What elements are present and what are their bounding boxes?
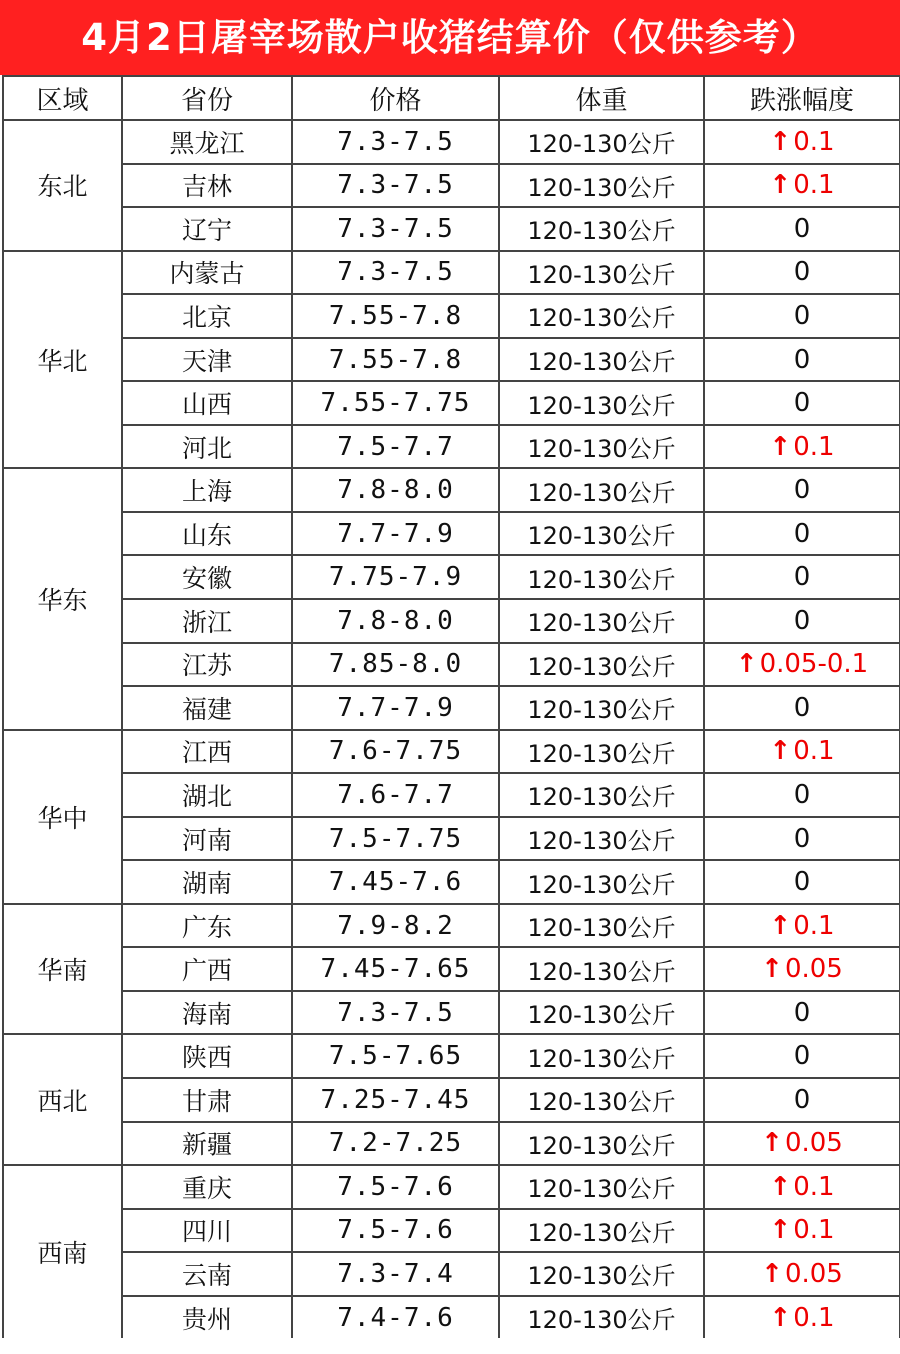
weight-cell: 120-130公斤 xyxy=(499,120,704,164)
price-cell: 7.4-7.6 xyxy=(292,1296,499,1340)
price-cell: 7.3-7.5 xyxy=(292,991,499,1035)
weight-cell: 120-130公斤 xyxy=(499,1034,704,1078)
price-cell: 7.5-7.75 xyxy=(292,817,499,861)
region-cell: 东北 xyxy=(3,120,122,251)
weight-cell: 120-130公斤 xyxy=(499,468,704,512)
change-cell xyxy=(704,425,900,469)
weight-cell: 120-130公斤 xyxy=(499,686,704,730)
price-cell: 7.8-8.0 xyxy=(292,599,499,643)
change-cell xyxy=(704,251,900,295)
price-cell: 7.6-7.75 xyxy=(292,730,499,774)
province-cell: 上海 xyxy=(122,468,292,512)
weight-cell: 120-130公斤 xyxy=(499,294,704,338)
table-row xyxy=(3,164,900,208)
change-value: 0.1 xyxy=(793,736,835,767)
change-cell xyxy=(704,1165,900,1209)
table-row xyxy=(3,817,900,861)
province-cell: 天津 xyxy=(122,338,292,382)
up-arrow-icon: ↑ xyxy=(761,1258,783,1289)
page-title: 4月2日屠宰场散户收猪结算价（仅供参考） xyxy=(0,0,900,75)
table-row xyxy=(3,991,900,1035)
change-cell xyxy=(704,1122,900,1166)
province-cell: 河北 xyxy=(122,425,292,469)
change-value: 0 xyxy=(793,388,811,419)
table-row xyxy=(3,947,900,991)
change-cell xyxy=(704,773,900,817)
table-row xyxy=(3,555,900,599)
change-value: 0.05 xyxy=(784,1258,843,1289)
up-arrow-icon: ↑ xyxy=(769,910,792,941)
region-cell: 西北 xyxy=(3,1034,122,1165)
table-row xyxy=(3,599,900,643)
change-cell xyxy=(704,730,900,774)
province-cell: 陕西 xyxy=(122,1034,292,1078)
weight-cell: 120-130公斤 xyxy=(499,251,704,295)
price-table xyxy=(2,75,900,1340)
up-arrow-icon: ↑ xyxy=(769,170,792,201)
province-cell: 浙江 xyxy=(122,599,292,643)
province-cell: 四川 xyxy=(122,1209,292,1253)
change-cell xyxy=(704,643,900,687)
change-cell xyxy=(704,164,900,208)
province-cell: 湖南 xyxy=(122,860,292,904)
province-cell: 云南 xyxy=(122,1252,292,1296)
table-row xyxy=(3,120,900,164)
change-value: 0.1 xyxy=(793,910,835,941)
price-cell: 7.2-7.25 xyxy=(292,1122,499,1166)
table-row xyxy=(3,860,900,904)
header-region: 区域 xyxy=(3,76,122,120)
region-cell: 华东 xyxy=(3,468,122,729)
table-row xyxy=(3,468,900,512)
change-value: 0 xyxy=(793,562,811,593)
table-row xyxy=(3,338,900,382)
change-cell xyxy=(704,294,900,338)
change-cell xyxy=(704,1252,900,1296)
change-cell xyxy=(704,947,900,991)
change-value: 0.05 xyxy=(784,1128,843,1159)
province-cell: 海南 xyxy=(122,991,292,1035)
weight-cell: 120-130公斤 xyxy=(499,1296,704,1340)
weight-cell: 120-130公斤 xyxy=(499,599,704,643)
up-arrow-icon: ↑ xyxy=(769,126,792,157)
province-cell: 内蒙古 xyxy=(122,251,292,295)
weight-cell: 120-130公斤 xyxy=(499,338,704,382)
price-cell: 7.5-7.65 xyxy=(292,1034,499,1078)
change-value: 0 xyxy=(793,779,811,810)
header-price: 价格 xyxy=(292,76,499,120)
price-cell: 7.45-7.6 xyxy=(292,860,499,904)
weight-cell: 120-130公斤 xyxy=(499,860,704,904)
change-cell xyxy=(704,468,900,512)
change-cell xyxy=(704,381,900,425)
price-cell: 7.5-7.6 xyxy=(292,1209,499,1253)
table-row xyxy=(3,512,900,556)
weight-cell: 120-130公斤 xyxy=(499,1078,704,1122)
change-cell xyxy=(704,512,900,556)
price-cell: 7.55-7.8 xyxy=(292,294,499,338)
table-row xyxy=(3,730,900,774)
table-row xyxy=(3,1209,900,1253)
price-cell: 7.75-7.9 xyxy=(292,555,499,599)
table-row xyxy=(3,1034,900,1078)
price-cell: 7.8-8.0 xyxy=(292,468,499,512)
province-cell: 北京 xyxy=(122,294,292,338)
up-arrow-icon: ↑ xyxy=(769,431,792,462)
province-cell: 山东 xyxy=(122,512,292,556)
change-value: 0 xyxy=(793,475,811,506)
change-value: 0 xyxy=(793,1041,811,1072)
table-header-row xyxy=(3,76,900,120)
province-cell: 湖北 xyxy=(122,773,292,817)
up-arrow-icon: ↑ xyxy=(769,1171,792,1202)
weight-cell: 120-130公斤 xyxy=(499,1252,704,1296)
table-row xyxy=(3,1165,900,1209)
change-cell xyxy=(704,1296,900,1340)
province-cell: 辽宁 xyxy=(122,207,292,251)
change-cell xyxy=(704,599,900,643)
table-row xyxy=(3,773,900,817)
price-cell: 7.9-8.2 xyxy=(292,904,499,948)
change-value: 0 xyxy=(793,1084,811,1115)
change-cell xyxy=(704,1209,900,1253)
price-cell: 7.7-7.9 xyxy=(292,512,499,556)
weight-cell: 120-130公斤 xyxy=(499,207,704,251)
weight-cell: 120-130公斤 xyxy=(499,643,704,687)
weight-cell: 120-130公斤 xyxy=(499,381,704,425)
province-cell: 安徽 xyxy=(122,555,292,599)
table-row xyxy=(3,686,900,730)
change-value: 0 xyxy=(793,257,811,288)
change-value: 0 xyxy=(793,518,811,549)
price-cell: 7.7-7.9 xyxy=(292,686,499,730)
price-cell: 7.25-7.45 xyxy=(292,1078,499,1122)
region-cell: 华南 xyxy=(3,904,122,1035)
change-value: 0.1 xyxy=(793,1215,835,1246)
up-arrow-icon: ↑ xyxy=(735,649,758,680)
table-row xyxy=(3,1296,900,1340)
weight-cell: 120-130公斤 xyxy=(499,425,704,469)
table-row xyxy=(3,251,900,295)
province-cell: 江西 xyxy=(122,730,292,774)
province-cell: 福建 xyxy=(122,686,292,730)
change-value: 0.1 xyxy=(793,431,835,462)
change-cell xyxy=(704,991,900,1035)
up-arrow-icon: ↑ xyxy=(769,1302,792,1333)
province-cell: 新疆 xyxy=(122,1122,292,1166)
change-value: 0 xyxy=(793,692,811,723)
footer-strip xyxy=(0,1338,900,1354)
table-row xyxy=(3,643,900,687)
province-cell: 吉林 xyxy=(122,164,292,208)
province-cell: 河南 xyxy=(122,817,292,861)
change-value: 0 xyxy=(793,997,811,1028)
price-cell: 7.6-7.7 xyxy=(292,773,499,817)
price-cell: 7.5-7.6 xyxy=(292,1165,499,1209)
price-cell: 7.55-7.75 xyxy=(292,381,499,425)
change-value: 0.1 xyxy=(793,1302,835,1333)
table-row xyxy=(3,1252,900,1296)
province-cell: 江苏 xyxy=(122,643,292,687)
region-cell: 华中 xyxy=(3,730,122,904)
change-value: 0.05 xyxy=(784,954,843,985)
up-arrow-icon: ↑ xyxy=(761,1128,783,1159)
price-cell: 7.3-7.4 xyxy=(292,1252,499,1296)
change-cell xyxy=(704,1034,900,1078)
up-arrow-icon: ↑ xyxy=(769,1215,792,1246)
weight-cell: 120-130公斤 xyxy=(499,730,704,774)
weight-cell: 120-130公斤 xyxy=(499,1209,704,1253)
up-arrow-icon: ↑ xyxy=(761,954,783,985)
weight-cell: 120-130公斤 xyxy=(499,1122,704,1166)
price-cell: 7.3-7.5 xyxy=(292,251,499,295)
price-cell: 7.3-7.5 xyxy=(292,120,499,164)
province-cell: 广东 xyxy=(122,904,292,948)
price-cell: 7.3-7.5 xyxy=(292,207,499,251)
weight-cell: 120-130公斤 xyxy=(499,817,704,861)
table-row xyxy=(3,207,900,251)
change-cell xyxy=(704,338,900,382)
table-row xyxy=(3,381,900,425)
change-cell xyxy=(704,207,900,251)
price-cell: 7.85-8.0 xyxy=(292,643,499,687)
change-value: 0.1 xyxy=(793,126,835,157)
weight-cell: 120-130公斤 xyxy=(499,904,704,948)
province-cell: 山西 xyxy=(122,381,292,425)
change-value: 0 xyxy=(793,823,811,854)
change-value: 0 xyxy=(793,213,811,244)
header-province: 省份 xyxy=(122,76,292,120)
header-weight: 体重 xyxy=(499,76,704,120)
change-cell xyxy=(704,686,900,730)
table-row xyxy=(3,904,900,948)
change-value: 0 xyxy=(793,867,811,898)
change-value: 0 xyxy=(793,344,811,375)
header-change: 跌涨幅度 xyxy=(704,76,900,120)
weight-cell: 120-130公斤 xyxy=(499,991,704,1035)
weight-cell: 120-130公斤 xyxy=(499,555,704,599)
change-cell xyxy=(704,555,900,599)
weight-cell: 120-130公斤 xyxy=(499,773,704,817)
region-cell: 西南 xyxy=(3,1165,122,1339)
change-value: 0 xyxy=(793,605,811,636)
price-cell: 7.55-7.8 xyxy=(292,338,499,382)
change-cell xyxy=(704,904,900,948)
province-cell: 黑龙江 xyxy=(122,120,292,164)
change-value: 0.1 xyxy=(793,170,835,201)
region-cell: 华北 xyxy=(3,251,122,469)
table-row xyxy=(3,425,900,469)
up-arrow-icon: ↑ xyxy=(769,736,792,767)
weight-cell: 120-130公斤 xyxy=(499,947,704,991)
weight-cell: 120-130公斤 xyxy=(499,1165,704,1209)
change-cell xyxy=(704,1078,900,1122)
change-value: 0 xyxy=(793,300,811,331)
province-cell: 重庆 xyxy=(122,1165,292,1209)
table-row xyxy=(3,1078,900,1122)
price-cell: 7.45-7.65 xyxy=(292,947,499,991)
change-value: 0.1 xyxy=(793,1171,835,1202)
table-row xyxy=(3,1122,900,1166)
change-cell xyxy=(704,817,900,861)
weight-cell: 120-130公斤 xyxy=(499,164,704,208)
province-cell: 甘肃 xyxy=(122,1078,292,1122)
province-cell: 广西 xyxy=(122,947,292,991)
weight-cell: 120-130公斤 xyxy=(499,512,704,556)
change-cell xyxy=(704,860,900,904)
price-cell: 7.5-7.7 xyxy=(292,425,499,469)
table-body xyxy=(3,120,900,1339)
table-row xyxy=(3,294,900,338)
change-cell xyxy=(704,120,900,164)
price-cell: 7.3-7.5 xyxy=(292,164,499,208)
change-value: 0.05-0.1 xyxy=(759,649,869,680)
province-cell: 贵州 xyxy=(122,1296,292,1340)
